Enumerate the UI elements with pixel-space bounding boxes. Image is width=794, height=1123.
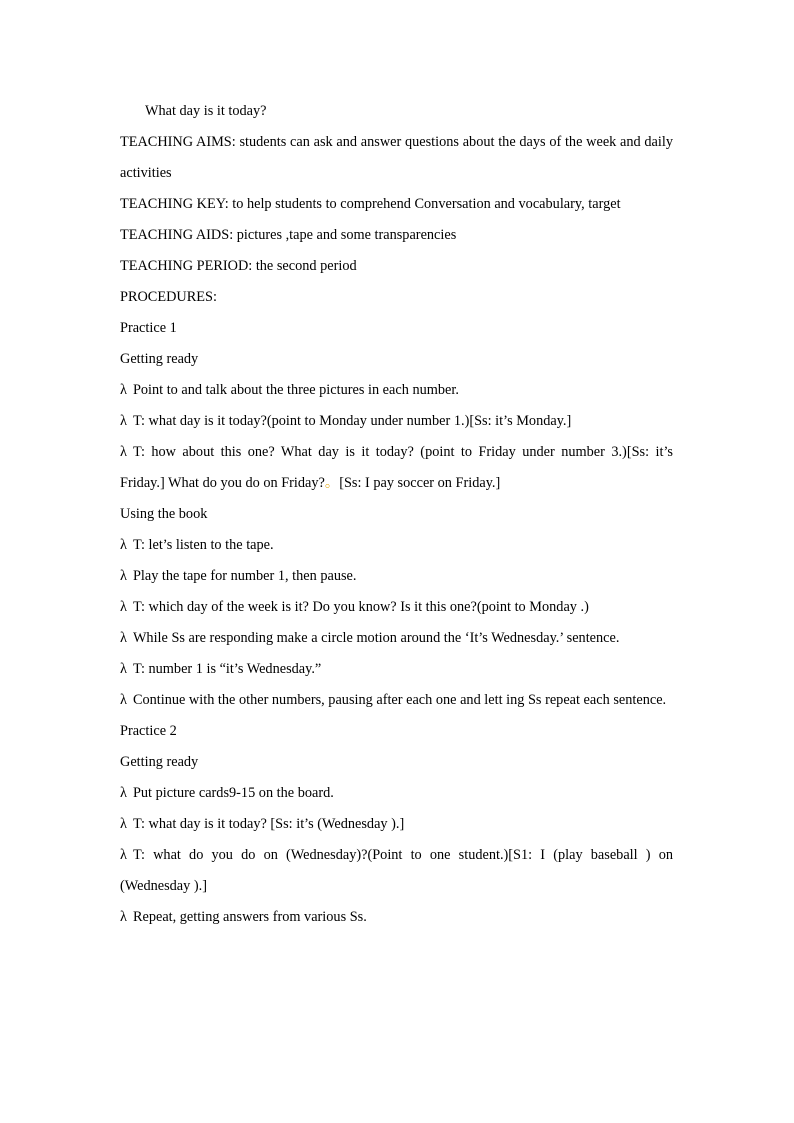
list-item-text: T: what do you do on (Wednesday)?(Point to one student.)[S1: I (play baseball ) on (Wednesday ).] bbox=[120, 847, 673, 894]
teaching-aids bbox=[120, 220, 673, 251]
list-item-text: Play the tape for number 1, then pause. bbox=[132, 568, 357, 584]
lambda-bullet-icon: λ bbox=[120, 444, 127, 460]
using-the-book-text: Using the book bbox=[120, 506, 208, 522]
list-item-text: T: what day is it today?(point to Monday under number 1.)[Ss: it’s Monday.] bbox=[132, 413, 572, 429]
practice-1-heading-text: Practice 1 bbox=[120, 320, 177, 336]
list-item-text: T: number 1 is “it’s Wednesday.” bbox=[132, 661, 322, 677]
lambda-bullet-icon: λ bbox=[120, 816, 127, 832]
practice-2-heading bbox=[120, 716, 673, 747]
list-item bbox=[120, 778, 673, 809]
list-item bbox=[120, 437, 673, 499]
list-item-text: T: let’s listen to the tape. bbox=[132, 537, 274, 553]
separator-mark: 。 bbox=[324, 475, 340, 491]
lambda-bullet-icon: λ bbox=[120, 692, 127, 708]
list-item bbox=[120, 623, 673, 654]
teaching-aims bbox=[120, 127, 673, 189]
list-item bbox=[120, 654, 673, 685]
document-body bbox=[120, 96, 673, 933]
list-item bbox=[120, 902, 673, 933]
lambda-bullet-icon: λ bbox=[120, 847, 127, 863]
getting-ready-heading-1 bbox=[120, 344, 673, 375]
list-item bbox=[120, 809, 673, 840]
teaching-period bbox=[120, 251, 673, 282]
getting-ready-1-text: Getting ready bbox=[120, 351, 199, 367]
list-item-text: T: how about this one? What day is it today? (point to Friday under number 3.)[Ss: it’s Friday.] What do you do on Friday? bbox=[120, 444, 673, 491]
practice-1-heading bbox=[120, 313, 673, 344]
list-item bbox=[120, 375, 673, 406]
practice-2-heading-text: Practice 2 bbox=[120, 723, 177, 739]
lambda-bullet-icon: λ bbox=[120, 661, 127, 677]
lambda-bullet-icon: λ bbox=[120, 630, 127, 646]
list-item-text: Put picture cards9-15 on the board. bbox=[132, 785, 334, 801]
list-item bbox=[120, 530, 673, 561]
list-item bbox=[120, 685, 673, 716]
teaching-period-text: TEACHING PERIOD: the second period bbox=[120, 258, 357, 274]
teaching-key bbox=[120, 189, 673, 220]
document-title: What day is it today? bbox=[145, 103, 267, 119]
list-item-text: While Ss are responding make a circle motion around the ‘It’s Wednesday.’ sentence. bbox=[132, 630, 620, 646]
using-the-book-heading bbox=[120, 499, 673, 530]
lambda-bullet-icon: λ bbox=[120, 785, 127, 801]
getting-ready-2-text: Getting ready bbox=[120, 754, 199, 770]
lambda-bullet-icon: λ bbox=[120, 382, 127, 398]
list-item bbox=[120, 561, 673, 592]
list-item-text: Continue with the other numbers, pausing after each one and lett ing Ss repeat each sentence. bbox=[132, 692, 667, 708]
lambda-bullet-icon: λ bbox=[120, 537, 127, 553]
lambda-bullet-icon: λ bbox=[120, 599, 127, 615]
list-item bbox=[120, 592, 673, 623]
list-item-text: Point to and talk about the three pictures in each number. bbox=[132, 382, 459, 398]
lambda-bullet-icon: λ bbox=[120, 413, 127, 429]
procedures-heading-text: PROCEDURES: bbox=[120, 289, 217, 305]
getting-ready-heading-2 bbox=[120, 747, 673, 778]
teaching-aids-text: TEACHING AIDS: pictures ,tape and some transparencies bbox=[120, 227, 457, 243]
lambda-bullet-icon: λ bbox=[120, 909, 127, 925]
list-item-text: T: which day of the week is it? Do you know? Is it this one?(point to Monday .) bbox=[132, 599, 589, 615]
list-item bbox=[120, 840, 673, 902]
list-item-text: T: what day is it today? [Ss: it’s (Wednesday ).] bbox=[132, 816, 405, 832]
list-item-tail-text: [Ss: I pay soccer on Friday.] bbox=[339, 475, 501, 491]
teaching-aims-text: TEACHING AIMS: students can ask and answer questions about the days of the week and daily activities bbox=[120, 134, 673, 181]
lambda-bullet-icon: λ bbox=[120, 568, 127, 584]
list-item-text: Repeat, getting answers from various Ss. bbox=[132, 909, 367, 925]
list-item bbox=[120, 406, 673, 437]
teaching-key-text: TEACHING KEY: to help students to comprehend Conversation and vocabulary, target bbox=[120, 196, 621, 212]
procedures-heading bbox=[120, 282, 673, 313]
